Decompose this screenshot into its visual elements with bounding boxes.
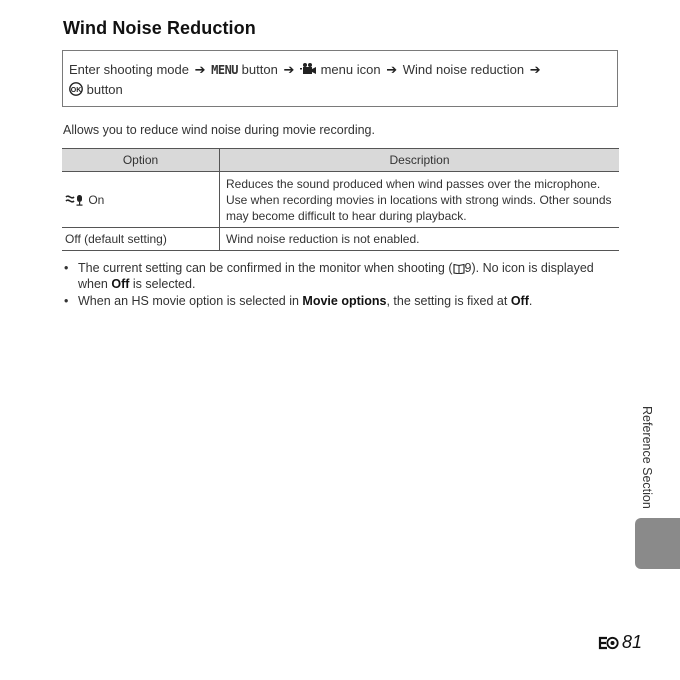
navigation-line-2 <box>69 80 617 100</box>
option-cell-on <box>62 172 220 228</box>
options-table <box>62 148 619 251</box>
intro-text: Allows you to reduce wind noise during movie recording. <box>63 123 375 137</box>
movie-camera-icon <box>300 63 317 76</box>
note1-text-c: is selected. <box>129 277 196 291</box>
bullet-icon: • <box>64 294 69 308</box>
book-reference-icon <box>453 263 465 274</box>
navigation-line-1 <box>69 60 617 80</box>
option-label-on: On <box>88 192 105 207</box>
description-cell-on: Reduces the sound produced when wind passes over the microphone. Use when recording movies in locations with strong winds. Other sounds may become difficult to hear during playback. <box>220 172 620 228</box>
table-row <box>62 172 619 228</box>
arrow-right-icon: ➔ <box>529 62 541 77</box>
wind-noise-icon <box>65 194 85 206</box>
description-cell-off: Wind noise reduction is not enabled. <box>220 228 620 251</box>
nav-text-shooting-mode: Enter shooting mode <box>69 62 189 77</box>
arrow-right-icon: ➔ <box>194 62 206 77</box>
note2-text-b: , the setting is fixed at <box>386 294 511 308</box>
note2-bold-off: Off <box>510 294 529 308</box>
nav-text-wind-noise: Wind noise reduction <box>402 62 525 77</box>
table-header-row <box>62 149 619 172</box>
note2-text-a: When an HS movie option is selected in <box>78 294 303 308</box>
svg-text:OK: OK <box>70 87 82 94</box>
arrow-right-icon: ➔ <box>386 62 398 77</box>
note2-text-c: . <box>528 294 533 308</box>
notes-list <box>63 260 623 310</box>
side-section-label: Reference Section <box>640 406 654 509</box>
header-description: Description <box>220 149 620 172</box>
bullet-icon: • <box>64 261 69 275</box>
menu-button-icon: MENU <box>211 63 239 77</box>
option-cell-off: Off (default setting) <box>62 228 220 251</box>
list-item <box>63 293 623 309</box>
page-title: Wind Noise Reduction <box>63 18 256 38</box>
table-row <box>62 228 619 251</box>
nav-text-button: button <box>241 62 278 77</box>
ok-button-icon <box>69 82 83 96</box>
note1-text-b: ). No icon is displayed when <box>78 261 594 291</box>
list-item <box>63 260 623 292</box>
arrow-right-icon: ➔ <box>283 62 295 77</box>
reference-section-icon <box>598 636 620 650</box>
nav-text-ok-button: button <box>86 82 123 97</box>
note1-bold-off: Off <box>111 277 130 291</box>
header-option: Option <box>62 149 220 172</box>
note1-ref: 9 <box>464 261 472 275</box>
note2-bold-movie-options: Movie options <box>302 294 387 308</box>
nav-text-menu-icon: menu icon <box>320 62 381 77</box>
page-number <box>598 632 642 653</box>
note1-text-a: The current setting can be confirmed in the monitor when shooting ( <box>78 261 453 275</box>
page-number-value: 81 <box>622 632 643 652</box>
section-tab <box>635 518 680 569</box>
navigation-path-box <box>62 50 618 107</box>
